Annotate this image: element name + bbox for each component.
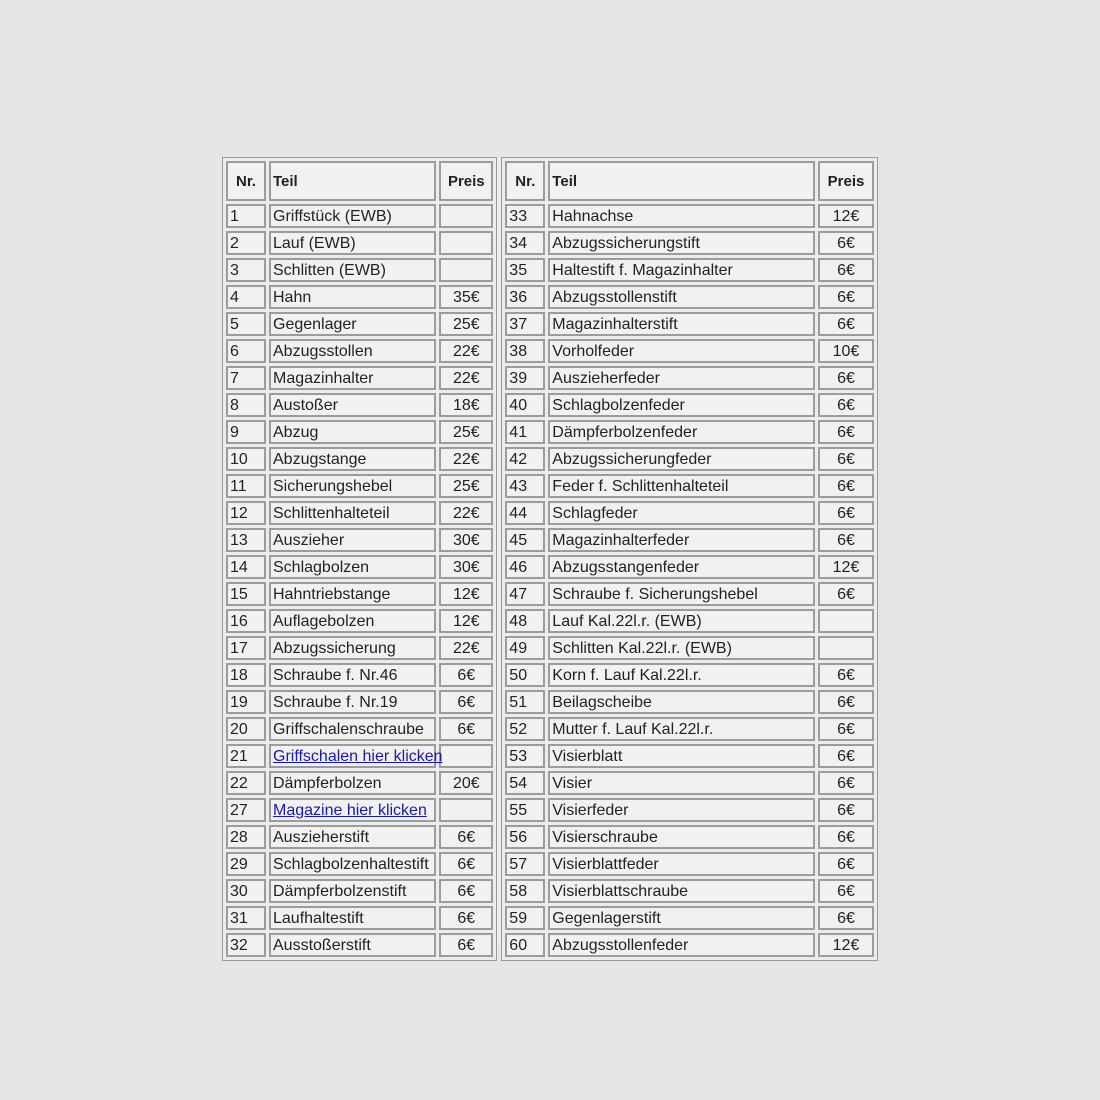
part-number: 48 [505,609,545,633]
table-row [505,582,874,606]
part-name: Auszieher [269,528,436,552]
part-number: 17 [226,636,266,660]
part-name: Laufhaltestift [269,906,436,930]
part-price: 25€ [439,312,493,336]
part-price [439,258,493,282]
table-row [505,744,874,768]
header-teil: Teil [548,161,815,201]
part-number: 57 [505,852,545,876]
part-number: 15 [226,582,266,606]
part-price: 6€ [818,663,874,687]
table-row [226,825,493,849]
part-price [439,744,493,768]
part-price: 6€ [439,663,493,687]
part-price: 6€ [818,717,874,741]
part-price: 22€ [439,339,493,363]
part-price: 6€ [818,231,874,255]
table-row [505,258,874,282]
table-row [505,879,874,903]
table-row [226,528,493,552]
table-row [226,933,493,957]
table-row [226,474,493,498]
part-number: 60 [505,933,545,957]
part-name: Abzug [269,420,436,444]
part-price: 25€ [439,420,493,444]
table-row [505,393,874,417]
part-price: 6€ [818,285,874,309]
table-row [226,258,493,282]
part-number: 58 [505,879,545,903]
part-price: 25€ [439,474,493,498]
part-price: 22€ [439,447,493,471]
header-preis: Preis [439,161,493,201]
part-price: 6€ [818,744,874,768]
table-row [505,312,874,336]
part-name: Visier [548,771,815,795]
part-number: 37 [505,312,545,336]
table-row [226,420,493,444]
part-name: Schraube f. Nr.19 [269,690,436,714]
part-number: 13 [226,528,266,552]
part-name: Hahnachse [548,204,815,228]
part-name: Schlitten Kal.22l.r. (EWB) [548,636,815,660]
part-price: 6€ [818,798,874,822]
part-name: Auflagebolzen [269,609,436,633]
parts-table-left [222,157,497,961]
header-preis: Preis [818,161,874,201]
part-name: Magazinhalter [269,366,436,390]
part-number: 36 [505,285,545,309]
part-name: Visierfeder [548,798,815,822]
part-price: 6€ [818,501,874,525]
part-number: 29 [226,852,266,876]
part-name: Vorholfeder [548,339,815,363]
table-row [226,771,493,795]
part-number: 16 [226,609,266,633]
part-price [439,204,493,228]
part-number: 56 [505,825,545,849]
part-name: Dämpferbolzenstift [269,879,436,903]
part-number: 11 [226,474,266,498]
part-name: Visierblatt [548,744,815,768]
table-row [505,366,874,390]
table-row [226,204,493,228]
part-name: Griffstück (EWB) [269,204,436,228]
table-row [226,798,493,822]
part-price: 6€ [439,690,493,714]
part-name: Hahn [269,285,436,309]
part-price: 6€ [439,906,493,930]
part-price: 6€ [818,690,874,714]
table-row [226,609,493,633]
part-price: 12€ [818,933,874,957]
part-price: 6€ [818,879,874,903]
part-number: 49 [505,636,545,660]
table-row [226,393,493,417]
table-row [226,582,493,606]
table-row [505,852,874,876]
part-name: Abzugsstollenfeder [548,933,815,957]
part-name: Dämpferbolzen [269,771,436,795]
part-number: 18 [226,663,266,687]
part-name: Mutter f. Lauf Kal.22l.r. [548,717,815,741]
part-name: Abzugsstollenstift [548,285,815,309]
part-number: 40 [505,393,545,417]
part-number: 46 [505,555,545,579]
table-row [226,690,493,714]
part-name: Schlitten (EWB) [269,258,436,282]
part-name: Abzugssicherung [269,636,436,660]
table-row [226,663,493,687]
part-price: 22€ [439,501,493,525]
part-price: 6€ [439,825,493,849]
part-price [439,798,493,822]
header-row [505,161,874,201]
part-link[interactable]: Griffschalen hier klicken [273,747,443,765]
table-row [505,636,874,660]
part-name: Abzugsstollen [269,339,436,363]
part-name: Dämpferbolzenfeder [548,420,815,444]
table-row [226,447,493,471]
part-number: 8 [226,393,266,417]
part-name: Abzugstange [269,447,436,471]
part-price: 6€ [439,933,493,957]
part-name: Schlittenhalteteil [269,501,436,525]
part-price: 6€ [818,852,874,876]
part-number: 59 [505,906,545,930]
part-price: 6€ [818,771,874,795]
part-name: Ausstoßerstift [269,933,436,957]
part-number: 7 [226,366,266,390]
part-name: Abzugssicherungstift [548,231,815,255]
parts-table-right-body [505,204,874,957]
part-number: 34 [505,231,545,255]
part-price: 6€ [818,447,874,471]
part-price: 18€ [439,393,493,417]
part-number: 33 [505,204,545,228]
part-price: 6€ [439,879,493,903]
part-name: Abzugsstangenfeder [548,555,815,579]
part-price: 6€ [818,528,874,552]
part-link[interactable]: Magazine hier klicken [273,801,427,819]
part-number: 3 [226,258,266,282]
table-row [505,528,874,552]
table-row [505,825,874,849]
part-name: Visierblattschraube [548,879,815,903]
part-name: Schraube f. Sicherungshebel [548,582,815,606]
part-number: 2 [226,231,266,255]
part-name: Austoßer [269,393,436,417]
table-row [505,798,874,822]
part-number: 21 [226,744,266,768]
part-name: Griffschalenschraube [269,717,436,741]
table-row [226,312,493,336]
part-number: 14 [226,555,266,579]
table-row [505,285,874,309]
part-price: 10€ [818,339,874,363]
part-number: 22 [226,771,266,795]
part-name: Visierblattfeder [548,852,815,876]
table-row [226,555,493,579]
part-number: 38 [505,339,545,363]
part-name: Sicherungshebel [269,474,436,498]
part-price [818,609,874,633]
table-row [226,339,493,363]
part-name: Feder f. Schlittenhalteteil [548,474,815,498]
part-name: Korn f. Lauf Kal.22l.r. [548,663,815,687]
part-name: Auszieherstift [269,825,436,849]
part-name: Hahntriebstange [269,582,436,606]
part-number: 39 [505,366,545,390]
part-number: 6 [226,339,266,363]
part-name: Lauf Kal.22l.r. (EWB) [548,609,815,633]
part-price: 6€ [818,474,874,498]
header-row [226,161,493,201]
table-row [505,663,874,687]
parts-list-viewport [222,157,878,954]
part-price: 6€ [818,825,874,849]
part-name: Schlagbolzenfeder [548,393,815,417]
part-price: 20€ [439,771,493,795]
part-number: 44 [505,501,545,525]
header-teil: Teil [269,161,436,201]
part-number: 42 [505,447,545,471]
part-price: 6€ [818,258,874,282]
table-row [226,636,493,660]
part-name: Gegenlager [269,312,436,336]
part-number: 30 [226,879,266,903]
part-price: 6€ [818,366,874,390]
part-price: 6€ [818,312,874,336]
part-price: 30€ [439,555,493,579]
table-row [226,231,493,255]
part-number: 32 [226,933,266,957]
table-row [505,690,874,714]
table-row [226,744,493,768]
part-name: Schlagbolzenhaltestift [269,852,436,876]
part-name: Magazinhalterstift [548,312,815,336]
header-nr: Nr. [226,161,266,201]
table-row [505,474,874,498]
part-number: 43 [505,474,545,498]
part-name: Visierschraube [548,825,815,849]
table-row [505,339,874,363]
part-name: Gegenlagerstift [548,906,815,930]
part-name: Magazinhalterfeder [548,528,815,552]
part-name: Beilagscheibe [548,690,815,714]
part-price: 6€ [439,717,493,741]
table-row [226,852,493,876]
table-row [226,717,493,741]
part-number: 9 [226,420,266,444]
table-row [226,906,493,930]
part-price [439,231,493,255]
table-row [505,771,874,795]
part-price: 12€ [439,609,493,633]
part-name-cell [269,798,436,822]
part-name: Haltestift f. Magazinhalter [548,258,815,282]
part-number: 5 [226,312,266,336]
table-row [226,366,493,390]
table-row [505,609,874,633]
part-price: 35€ [439,285,493,309]
part-price: 22€ [439,636,493,660]
part-number: 28 [226,825,266,849]
part-number: 55 [505,798,545,822]
part-number: 12 [226,501,266,525]
table-row [226,879,493,903]
table-row [505,933,874,957]
part-price: 6€ [818,420,874,444]
table-row [505,501,874,525]
table-row [505,906,874,930]
part-number: 51 [505,690,545,714]
part-price: 6€ [439,852,493,876]
part-number: 45 [505,528,545,552]
part-price: 12€ [439,582,493,606]
part-price: 12€ [818,555,874,579]
part-number: 31 [226,906,266,930]
part-price: 6€ [818,906,874,930]
part-number: 19 [226,690,266,714]
part-price: 6€ [818,582,874,606]
table-row [505,204,874,228]
part-number: 35 [505,258,545,282]
table-row [505,231,874,255]
part-name-cell [269,744,443,768]
table-row [505,555,874,579]
part-name: Schraube f. Nr.46 [269,663,436,687]
part-price [818,636,874,660]
part-number: 47 [505,582,545,606]
part-number: 53 [505,744,545,768]
table-row [226,501,493,525]
part-number: 54 [505,771,545,795]
part-number: 41 [505,420,545,444]
table-row [505,447,874,471]
parts-table-right [501,157,878,961]
parts-tables [222,157,878,961]
part-number: 20 [226,717,266,741]
part-name: Schlagfeder [548,501,815,525]
table-row [505,420,874,444]
part-name: Schlagbolzen [269,555,436,579]
part-number: 4 [226,285,266,309]
table-row [505,717,874,741]
table-row [226,285,493,309]
part-number: 10 [226,447,266,471]
part-price: 12€ [818,204,874,228]
part-name: Ausziеherfeder [548,366,815,390]
part-price: 6€ [818,393,874,417]
part-number: 1 [226,204,266,228]
part-number: 50 [505,663,545,687]
part-name: Lauf (EWB) [269,231,436,255]
part-price: 22€ [439,366,493,390]
part-price: 30€ [439,528,493,552]
parts-table-left-body [226,204,493,957]
part-name: Abzugssicherungfeder [548,447,815,471]
part-number: 27 [226,798,266,822]
header-nr: Nr. [505,161,545,201]
part-number: 52 [505,717,545,741]
